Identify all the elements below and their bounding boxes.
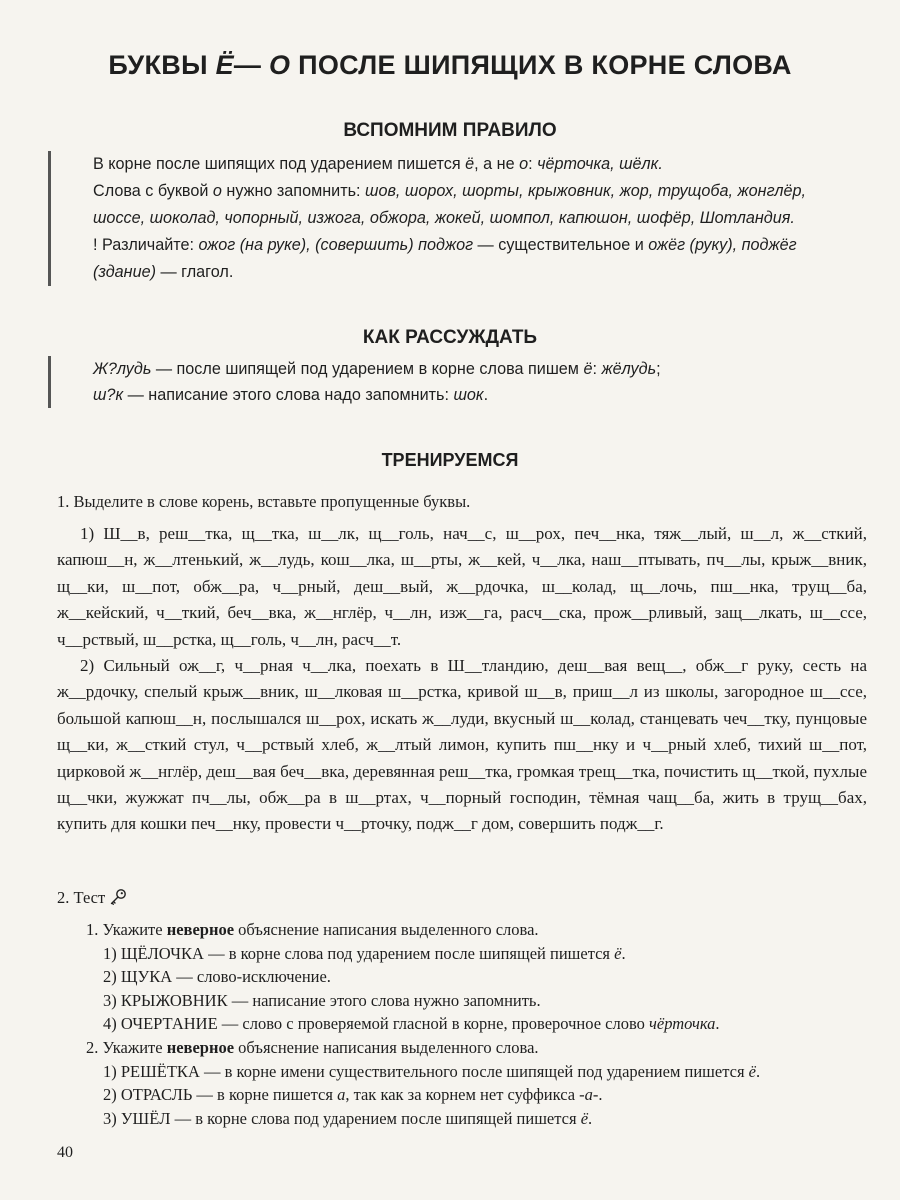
option-number: 1)	[103, 1061, 121, 1081]
q1-option-4	[86, 1012, 876, 1036]
rule-paragraph-1	[93, 151, 848, 178]
task-2-label-text: 2. Тест	[57, 888, 106, 907]
rule-p3-text: ! Различайте:	[93, 236, 199, 254]
option-italic: а	[337, 1085, 346, 1105]
option-number: 1)	[103, 943, 121, 963]
title-rest: ПОСЛЕ ШИПЯЩИХ В КОРНЕ СЛОВА	[290, 50, 792, 80]
rule-p1-letter-o: о	[519, 155, 529, 173]
test-question-2	[86, 1036, 876, 1060]
rule-p3-text-2: — существительное и	[473, 236, 649, 254]
page-title	[0, 50, 900, 81]
option-text: КРЫЖОВНИК — написание этого слова нужно запомнить.	[120, 990, 541, 1010]
task-1-label: 1. Выделите в слове корень, вставьте пропущенные буквы.	[57, 492, 471, 511]
option-text: ЩУКА — слово-исключение.	[120, 967, 331, 987]
option-end-2: .	[598, 1085, 603, 1105]
option-end: .	[621, 943, 626, 963]
option-number: 4)	[103, 1014, 121, 1034]
rule-p1-colon: :	[528, 155, 538, 173]
test-block	[86, 918, 876, 1130]
q2-text-2: объяснение написания выделенного слова.	[234, 1037, 539, 1057]
rule-p2-text-2: нужно запомнить:	[221, 182, 366, 200]
reasoning-block	[48, 356, 848, 408]
rule-heading: ВСПОМНИМ ПРАВИЛО	[343, 120, 557, 141]
test-question-1	[86, 918, 876, 942]
option-italic: ё	[580, 1108, 589, 1128]
reasoning-l2-answer: шок	[453, 386, 484, 404]
rule-paragraph-3	[93, 232, 848, 286]
key-icon	[109, 888, 127, 911]
option-italic-2: -а-	[579, 1085, 599, 1105]
q1-text-2: объяснение написания выделенного слова.	[234, 920, 539, 939]
option-italic: чёрточка	[649, 1014, 716, 1034]
option-number: 2)	[103, 967, 121, 987]
q2-option-2	[86, 1083, 876, 1107]
reasoning-l1-answer: жёлудь	[601, 360, 657, 378]
training-heading: ТРЕНИРУЕМСЯ	[381, 450, 519, 470]
option-text: РЕШЁТКА — в корне имени существительного после шипящей под ударением пишется	[120, 1061, 749, 1081]
reasoning-word-1: Ж?лудь	[93, 360, 152, 378]
title-prefix: БУКВЫ	[108, 50, 216, 80]
reasoning-line-2	[93, 382, 848, 408]
reasoning-l2-end: .	[483, 386, 489, 404]
option-number: 2)	[103, 1085, 121, 1105]
option-end: .	[715, 1014, 720, 1034]
reasoning-heading: КАК РАССУЖДАТЬ	[362, 327, 538, 348]
title-letter-e: Ё	[215, 50, 234, 80]
rule-p1-examples: чёрточка, шёлк.	[537, 155, 663, 173]
q1-text: 1. Укажите	[86, 920, 167, 939]
rule-p3-text-3: — глагол.	[156, 263, 234, 281]
rule-p3-nouns: ожог (на руке), (совершить) поджог	[198, 236, 474, 254]
q2-option-3	[86, 1107, 876, 1131]
option-end: .	[588, 1108, 593, 1128]
q1-option-2	[86, 965, 876, 989]
q2-option-1	[86, 1060, 876, 1084]
reasoning-word-2: ш?к	[93, 386, 124, 404]
task-1-part-2: 2) Сильный ож__г, ч__рная ч__лка, поехать в Ш__тландию, деш__вая вещ__, обж__г руку, сесть на ж__рдочку, спелый крыж__вник, ш__лковая ш__рстка, кривой ш__в, приш__л из школы, загородное ш__ссе, большой капюш__н, послышался ш__рох, искать ж__луди, вкусный ш__колад, станцевать чеч__тку, пунцовые щ__ки, ж__сткий стул, ч__рствый хлеб, ж__лтый лимон, купить пш__нку и ч__рный хлеб, тихий ш__пот, цирковой ж__нглёр, деш__вая беч__вка, деревянная реш__тка, громкая трещ__тка, почистить щ__ткой, пухлые щ__чки, жужжат пч__лы, обж__ра в ш__ртах, ч__порный господин, тёмная чащ__ба, жить в трущ__бах, купить для кошки печ__нку, провести ч__рточку, подж__г дом, совершить подж__г.	[57, 656, 867, 834]
option-end: , так как за корнем нет суффикса	[345, 1085, 580, 1105]
option-text: ЩЁЛОЧКА — в корне слова под ударением после шипящей пишется	[120, 943, 615, 963]
task-2-label	[57, 888, 127, 911]
task-1-part-1: 1) Ш__в, реш__тка, щ__тка, ш__лк, щ__голь, нач__с, ш__рох, печ__нка, тяж__лый, ш__л, ж__сткий, капюш__н, ж__лтенький, ж__лудь, кош__лка, ш__рты, ж__кей, ч__лка, наш__птывать, пч__лы, крыж__вник, щ__ки, ш__пот, обж__ра, ч__рный, деш__вый, ж__рдочка, ш__колад, щ__лочь, пш__нка, трущ__ба, ж__кейский, ч__ткий, беч__вка, ж__нглёр, ч__лн, изж__га, расч__ска, прож__рливый, защ__лкать, ш__ссе, ч__рствый, ш__рстка, щ__голь, ч__лн, расч__т.	[57, 524, 867, 649]
option-number: 3)	[103, 990, 121, 1010]
option-text: ОТРАСЛЬ — в корне пишется	[120, 1085, 338, 1105]
reasoning-l1-end: ;	[656, 360, 661, 378]
option-italic: ё	[748, 1061, 756, 1081]
rule-p1-text-2: , а не	[474, 155, 520, 173]
option-text: ОЧЕРТАНИЕ — слово с проверяемой гласной в корне, проверочное слово	[120, 1014, 650, 1034]
q2-text: 2. Укажите	[86, 1037, 167, 1057]
option-text: УШЁЛ — в корне слова под ударением после шипящей пишется	[120, 1108, 581, 1128]
rule-p2-word-list: шов, шорох, шорты, крыжовник, жор, трущоба, жонглёр, шоссе, шоколад, чопорный, изжога, обжора, жокей, шомпол, капюшон, шофёр, Шотландия.	[93, 182, 806, 227]
rule-p2-text: Слова с буквой	[93, 182, 213, 200]
rule-p1-text: В корне после шипящих под ударением пишется	[93, 155, 466, 173]
title-dash: —	[233, 50, 270, 80]
rule-p2-letter-o: о	[212, 182, 222, 200]
rule-p3-verbs: ожёг (руку), поджёг (здание)	[93, 236, 797, 281]
q1-option-3	[86, 989, 876, 1013]
rule-paragraph-2	[93, 178, 848, 232]
option-italic: ё	[614, 943, 622, 963]
page-number: 40	[57, 1144, 73, 1161]
q2-bold: неверное	[166, 1037, 235, 1057]
rule-block	[48, 151, 848, 286]
option-number: 3)	[103, 1108, 121, 1128]
rule-p1-letter-e: ё	[465, 155, 475, 173]
reasoning-l2-text: — написание этого слова надо запомнить:	[123, 386, 454, 404]
reasoning-l1-letter: ё	[583, 360, 593, 378]
option-end: .	[756, 1061, 761, 1081]
q1-bold: неверное	[166, 920, 235, 939]
q1-option-1	[86, 942, 876, 966]
reasoning-l1-text: — после шипящей под ударением в корне слова пишем	[151, 360, 584, 378]
reasoning-l1-colon: :	[592, 360, 602, 378]
reasoning-line-1	[93, 356, 848, 382]
task-1-exercise	[57, 521, 867, 838]
title-letter-o: О	[269, 50, 291, 80]
